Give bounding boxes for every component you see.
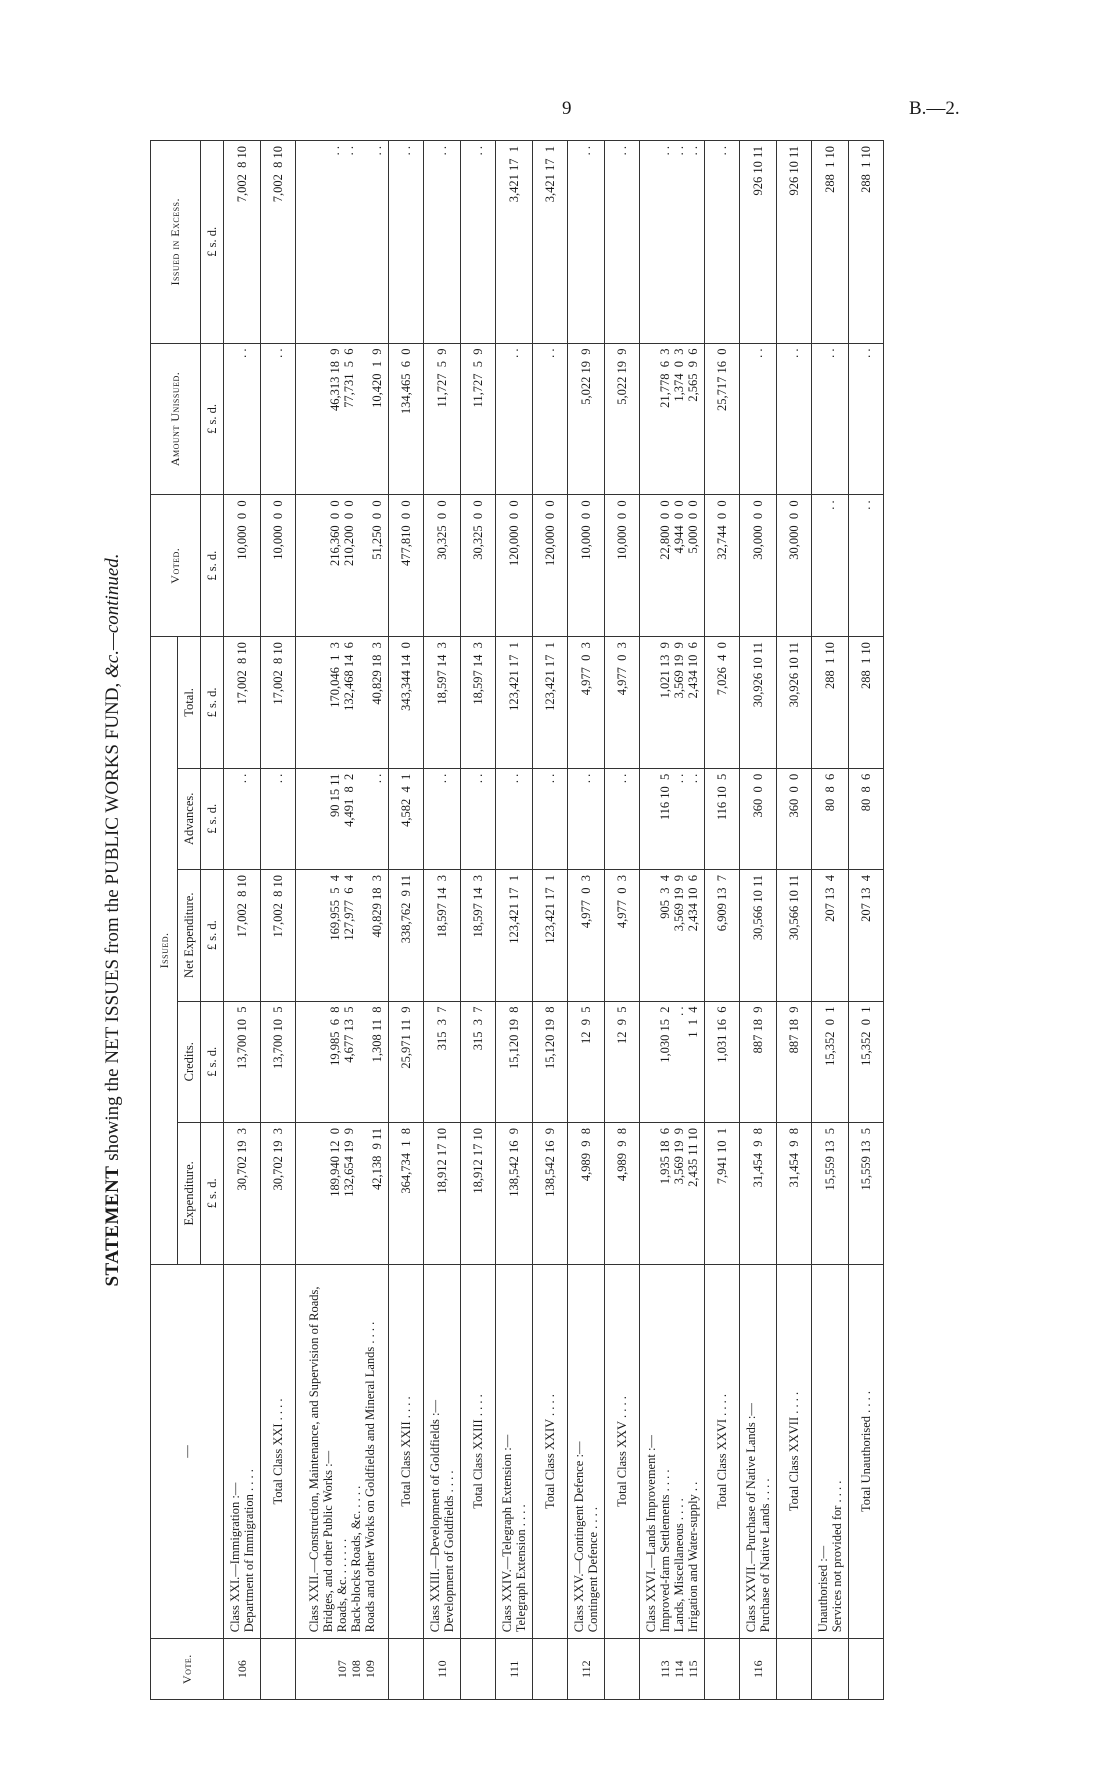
cell-unissued: 134,465 6 0 xyxy=(389,343,424,495)
total-row xyxy=(849,141,884,1700)
row-label: Class XXII.—Construction, Maintenance, and Supervision of Roads, Bridges, and other Public Works :— Roads, &c. . . . . . . Back-blocks Roads, &c. . . . . Roads and other Works on Goldfields and Mineral Lands . . . . xyxy=(296,1264,389,1639)
cell-voted: 10,000 0 0 xyxy=(261,495,296,637)
table-row xyxy=(496,141,533,1700)
cell-credits: 12 9 5 xyxy=(568,1001,605,1122)
cell-expenditure: 189,940 12 0 132,654 19 9 42,138 9 11 xyxy=(296,1123,389,1265)
header-net-expenditure: Net Expenditure. xyxy=(178,869,201,1001)
cell-total: 170,046 1 3 132,468 14 6 40,829 18 3 xyxy=(296,637,389,769)
cell-voted: 10,000 0 0 xyxy=(224,495,261,637)
cell-advances: 360 0 0 xyxy=(777,768,812,869)
cell-excess: . . xyxy=(461,141,496,344)
title-prefix: STATEMENT xyxy=(102,1165,123,1287)
cell-excess: 288 1 10 xyxy=(849,141,884,344)
cell-net: 338,762 9 11 xyxy=(389,869,424,1001)
header-expenditure: Expenditure. xyxy=(178,1123,201,1265)
cell-advances: . . xyxy=(533,768,568,869)
cell-excess: . . . . . . xyxy=(640,141,705,344)
row-label: Class XXV.—Contingent Defence :— Contingent Defence . . . . xyxy=(568,1264,605,1639)
cell-credits: 15,120 19 8 xyxy=(496,1001,533,1122)
row-label: Total Class XXII . . . . xyxy=(389,1264,424,1639)
cell-total: 1,021 13 9 3,569 19 9 2,434 10 6 xyxy=(640,637,705,769)
row-label: Class XXIII.—Development of Goldfields :— Development of Goldfields . . . . xyxy=(424,1264,461,1639)
cell-credits: 315 3 7 xyxy=(424,1001,461,1122)
row-label: Total Class XXVI . . . . xyxy=(705,1264,740,1639)
vote-number: 107 108 109 xyxy=(296,1639,389,1700)
page-number: 9 xyxy=(562,98,572,119)
cell-unissued: . . xyxy=(224,343,261,495)
cell-excess: . . xyxy=(568,141,605,344)
cell-credits: 887 18 9 xyxy=(777,1001,812,1122)
row-label: Class XXI.—Immigration :— Department of Immigration . . . . xyxy=(224,1264,261,1639)
cell-net: 207 13 4 xyxy=(849,869,884,1001)
vote-number xyxy=(533,1639,568,1700)
cell-advances: 4,582 4 1 xyxy=(389,768,424,869)
vote-number: 106 xyxy=(224,1639,261,1700)
cell-net: 18,597 14 3 xyxy=(461,869,496,1001)
cell-total: 288 1 10 xyxy=(849,637,884,769)
total-row xyxy=(389,141,424,1700)
title-main: showing the NET ISSUES from the PUBLIC WORKS FUND, xyxy=(102,678,123,1166)
cell-voted: 30,325 0 0 xyxy=(424,495,461,637)
cell-total: 343,344 14 0 xyxy=(389,637,424,769)
row-label: Total Class XXIII . . . . xyxy=(461,1264,496,1639)
table-row xyxy=(568,141,605,1700)
cell-expenditure: 7,941 10 1 xyxy=(705,1123,740,1265)
cell-unissued: . . xyxy=(849,343,884,495)
cell-unissued: 5,022 19 9 xyxy=(605,343,640,495)
cell-voted: . . xyxy=(849,495,884,637)
cell-voted: 120,000 0 0 xyxy=(496,495,533,637)
cell-advances: . . xyxy=(424,768,461,869)
total-row xyxy=(705,141,740,1700)
cell-excess: . . xyxy=(605,141,640,344)
cell-net: 207 13 4 xyxy=(812,869,849,1001)
cell-advances: . . xyxy=(224,768,261,869)
table-row xyxy=(296,141,389,1700)
cell-voted: 22,800 0 0 4,944 0 0 5,000 0 0 xyxy=(640,495,705,637)
cell-expenditure: 18,912 17 10 xyxy=(461,1123,496,1265)
units-excess: £ s. d. xyxy=(201,141,224,344)
cell-advances: 80 8 6 xyxy=(849,768,884,869)
cell-net: 6,909 13 7 xyxy=(705,869,740,1001)
row-label: Class XXVII.—Purchase of Native Lands :— Purchase of Native Lands . . . . xyxy=(740,1264,777,1639)
table-row xyxy=(224,141,261,1700)
cell-expenditure: 30,702 19 3 xyxy=(261,1123,296,1265)
vote-number xyxy=(261,1639,296,1700)
table-row xyxy=(740,141,777,1700)
cell-expenditure: 4,989 9 8 xyxy=(568,1123,605,1265)
vote-number: 113 114 115 xyxy=(640,1639,705,1700)
cell-total: 30,926 10 11 xyxy=(777,637,812,769)
cell-net: 123,421 17 1 xyxy=(533,869,568,1001)
vote-number xyxy=(389,1639,424,1700)
total-row xyxy=(605,141,640,1700)
cell-excess: . . xyxy=(389,141,424,344)
vote-number: 111 xyxy=(496,1639,533,1700)
cell-expenditure: 15,559 13 5 xyxy=(849,1123,884,1265)
cell-net: 18,597 14 3 xyxy=(424,869,461,1001)
cell-unissued: 25,717 16 0 xyxy=(705,343,740,495)
cell-credits: 887 18 9 xyxy=(740,1001,777,1122)
cell-expenditure: 15,559 13 5 xyxy=(812,1123,849,1265)
cell-excess: . . xyxy=(705,141,740,344)
cell-expenditure: 138,542 16 9 xyxy=(533,1123,568,1265)
cell-unissued: . . xyxy=(740,343,777,495)
total-row xyxy=(261,141,296,1700)
cell-net: 17,002 8 10 xyxy=(224,869,261,1001)
cell-excess: 3,421 17 1 xyxy=(496,141,533,344)
row-label: Class XXIV.—Telegraph Extension :— Telegraph Extension . . . . xyxy=(496,1264,533,1639)
units-unissued: £ s. d. xyxy=(201,343,224,495)
cell-excess: 3,421 17 1 xyxy=(533,141,568,344)
cell-credits: 1,030 15 2 . . 1 1 4 xyxy=(640,1001,705,1122)
row-label: Total Unauthorised . . . . xyxy=(849,1264,884,1639)
cell-advances: . . xyxy=(496,768,533,869)
cell-total: 18,597 14 3 xyxy=(461,637,496,769)
header-vote: Vote. xyxy=(151,1639,224,1700)
header-advances: Advances. xyxy=(178,768,201,869)
cell-expenditure: 31,454 9 8 xyxy=(740,1123,777,1265)
cell-excess: 7,002 8 10 xyxy=(224,141,261,344)
total-row xyxy=(533,141,568,1700)
cell-advances: 116 10 5 . . . . xyxy=(640,768,705,869)
vote-number xyxy=(812,1639,849,1700)
page-reference: B.—2. xyxy=(909,98,960,119)
cell-credits: 12 9 5 xyxy=(605,1001,640,1122)
units-voted: £ s. d. xyxy=(201,495,224,637)
cell-advances: . . xyxy=(261,768,296,869)
cell-total: 123,421 17 1 xyxy=(533,637,568,769)
net-issues-table xyxy=(150,140,884,1700)
cell-expenditure: 30,702 19 3 xyxy=(224,1123,261,1265)
cell-voted: 477,810 0 0 xyxy=(389,495,424,637)
cell-excess: 926 10 11 xyxy=(777,141,812,344)
cell-total: 7,026 4 0 xyxy=(705,637,740,769)
row-label: Total Class XXV . . . . xyxy=(605,1264,640,1639)
vote-number xyxy=(605,1639,640,1700)
cell-total: 123,421 17 1 xyxy=(496,637,533,769)
cell-credits: 19,985 6 8 4,677 13 5 1,308 11 8 xyxy=(296,1001,389,1122)
cell-total: 4,977 0 3 xyxy=(605,637,640,769)
cell-voted: 120,000 0 0 xyxy=(533,495,568,637)
header-excess: Issued in Excess. xyxy=(151,141,201,344)
cell-net: 4,977 0 3 xyxy=(568,869,605,1001)
cell-credits: 15,352 0 1 xyxy=(849,1001,884,1122)
cell-unissued: 46,313 18 9 77,731 5 6 10,420 1 9 xyxy=(296,343,389,495)
cell-advances: 360 0 0 xyxy=(740,768,777,869)
cell-net: 905 3 4 3,569 19 9 2,434 10 6 xyxy=(640,869,705,1001)
cell-unissued: . . xyxy=(533,343,568,495)
cell-advances: 80 8 6 xyxy=(812,768,849,869)
cell-voted: 30,000 0 0 xyxy=(740,495,777,637)
row-label: Total Class XXIV . . . . xyxy=(533,1264,568,1639)
cell-unissued: 21,778 6 3 1,374 0 3 2,565 9 6 xyxy=(640,343,705,495)
header-blank: — xyxy=(151,1264,224,1639)
cell-unissued: 11,727 5 9 xyxy=(461,343,496,495)
total-row xyxy=(461,141,496,1700)
header-voted: Voted. xyxy=(151,495,201,637)
cell-net: 4,977 0 3 xyxy=(605,869,640,1001)
cell-unissued: . . xyxy=(812,343,849,495)
units-credits: £ s. d. xyxy=(201,1001,224,1122)
cell-advances: . . xyxy=(461,768,496,869)
units-net: £ s. d. xyxy=(201,869,224,1001)
row-label: Unauthorised :— Services not provided for . . . . xyxy=(812,1264,849,1639)
cell-credits: 315 3 7 xyxy=(461,1001,496,1122)
cell-net: 17,002 8 10 xyxy=(261,869,296,1001)
cell-net: 30,566 10 11 xyxy=(740,869,777,1001)
cell-unissued: . . xyxy=(777,343,812,495)
statement-title xyxy=(90,140,136,1700)
cell-voted: 10,000 0 0 xyxy=(568,495,605,637)
table-row xyxy=(812,141,849,1700)
cell-voted: 30,325 0 0 xyxy=(461,495,496,637)
header-total: Total. xyxy=(178,637,201,769)
cell-advances: . . xyxy=(568,768,605,869)
cell-voted: 10,000 0 0 xyxy=(605,495,640,637)
cell-excess: 288 1 10 xyxy=(812,141,849,344)
vote-number xyxy=(705,1639,740,1700)
cell-net: 123,421 17 1 xyxy=(496,869,533,1001)
cell-credits: 1,031 16 6 xyxy=(705,1001,740,1122)
cell-total: 30,926 10 11 xyxy=(740,637,777,769)
cell-credits: 15,120 19 8 xyxy=(533,1001,568,1122)
cell-advances: 116 10 5 xyxy=(705,768,740,869)
vote-number xyxy=(849,1639,884,1700)
row-label: Total Class XXVII . . . . xyxy=(777,1264,812,1639)
header-credits: Credits. xyxy=(178,1001,201,1122)
cell-expenditure: 138,542 16 9 xyxy=(496,1123,533,1265)
cell-voted: 32,744 0 0 xyxy=(705,495,740,637)
cell-net: 30,566 10 11 xyxy=(777,869,812,1001)
cell-expenditure: 18,912 17 10 xyxy=(424,1123,461,1265)
cell-total: 17,002 8 10 xyxy=(261,637,296,769)
units-expenditure: £ s. d. xyxy=(201,1123,224,1265)
cell-total: 17,002 8 10 xyxy=(224,637,261,769)
cell-total: 4,977 0 3 xyxy=(568,637,605,769)
cell-unissued: 5,022 19 9 xyxy=(568,343,605,495)
total-row xyxy=(777,141,812,1700)
vote-number: 116 xyxy=(740,1639,777,1700)
cell-expenditure: 364,734 1 8 xyxy=(389,1123,424,1265)
cell-unissued: . . xyxy=(496,343,533,495)
cell-credits: 25,971 11 9 xyxy=(389,1001,424,1122)
cell-expenditure: 31,454 9 8 xyxy=(777,1123,812,1265)
row-label: Class XXVI.—Lands Improvement :— Improved-farm Settlements . . . . Lands, Miscellaneous . . . . Irrigation and Water-supply . . xyxy=(640,1264,705,1639)
header-unissued: Amount Unissued. xyxy=(151,343,201,495)
cell-unissued: 11,727 5 9 xyxy=(424,343,461,495)
cell-credits: 13,700 10 5 xyxy=(224,1001,261,1122)
units-advances: £ s. d. xyxy=(201,768,224,869)
cell-advances: 90 15 11 4,491 8 2 . . xyxy=(296,768,389,869)
vote-number xyxy=(777,1639,812,1700)
vote-number: 110 xyxy=(424,1639,461,1700)
cell-credits: 13,700 10 5 xyxy=(261,1001,296,1122)
units-total: £ s. d. xyxy=(201,637,224,769)
rotated-statement-sheet xyxy=(90,140,1010,1700)
table-row xyxy=(424,141,461,1700)
vote-number xyxy=(461,1639,496,1700)
cell-excess: 926 10 11 xyxy=(740,141,777,344)
row-label: Total Class XXI . . . . xyxy=(261,1264,296,1639)
cell-advances: . . xyxy=(605,768,640,869)
cell-credits: 15,352 0 1 xyxy=(812,1001,849,1122)
cell-voted: . . xyxy=(812,495,849,637)
cell-excess: 7,002 8 10 xyxy=(261,141,296,344)
cell-total: 18,597 14 3 xyxy=(424,637,461,769)
cell-excess: . . xyxy=(424,141,461,344)
cell-excess: . . . . . . xyxy=(296,141,389,344)
header-issued: Issued. xyxy=(151,637,178,1265)
cell-expenditure: 4,989 9 8 xyxy=(605,1123,640,1265)
cell-voted: 216,360 0 0 210,200 0 0 51,250 0 0 xyxy=(296,495,389,637)
cell-unissued: . . xyxy=(261,343,296,495)
table-row xyxy=(640,141,705,1700)
cell-net: 169,955 5 4 127,977 6 4 40,829 18 3 xyxy=(296,869,389,1001)
vote-number: 112 xyxy=(568,1639,605,1700)
cell-total: 288 1 10 xyxy=(812,637,849,769)
title-suffix: &c.—continued. xyxy=(102,553,123,679)
cell-expenditure: 1,935 18 6 3,569 19 9 2,435 11 10 xyxy=(640,1123,705,1265)
cell-voted: 30,000 0 0 xyxy=(777,495,812,637)
